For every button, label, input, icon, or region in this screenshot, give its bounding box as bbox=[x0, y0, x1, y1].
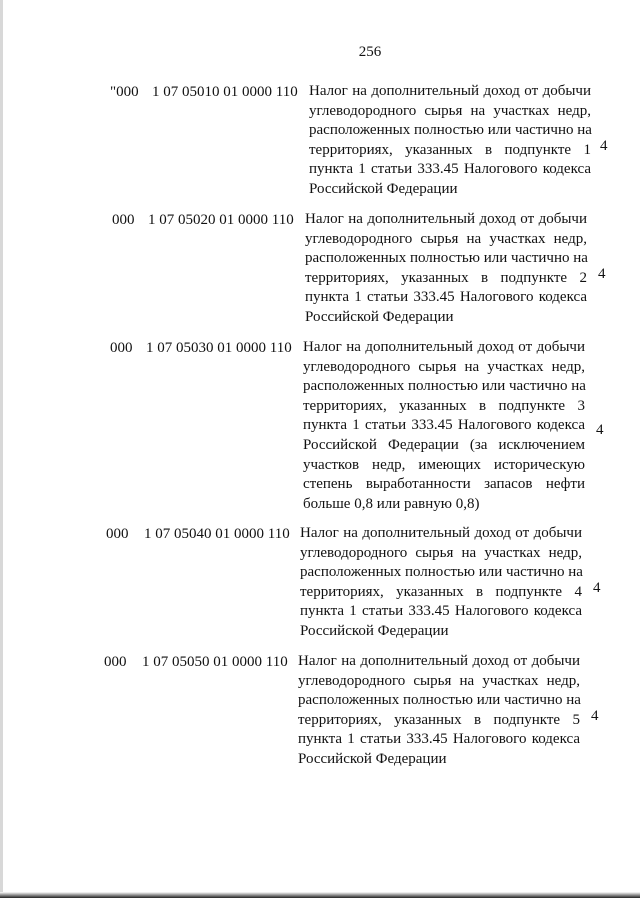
income-name-line: территориях, указанных в подпункте 4 bbox=[300, 583, 582, 600]
admin-code: 000 bbox=[110, 340, 133, 356]
income-name-line: Российской Федерации (за исключением bbox=[303, 436, 585, 453]
budget-classification-code: 1 07 05040 01 0000 110 bbox=[144, 526, 290, 542]
income-name-line: расположенных полностью или частично на bbox=[303, 378, 586, 395]
budget-classification-code: 1 07 05050 01 0000 110 bbox=[142, 654, 288, 670]
budget-classification-code: 1 07 05030 01 0000 110 bbox=[146, 340, 292, 356]
income-name bbox=[309, 82, 591, 200]
income-name-line: Российской Федерации bbox=[305, 308, 454, 325]
income-name-line: Российской Федерации bbox=[300, 622, 449, 639]
admin-code: 000 bbox=[112, 212, 135, 228]
income-name-line: участков недр, имеющих историческую bbox=[303, 456, 585, 473]
income-name bbox=[303, 338, 585, 514]
income-name bbox=[298, 652, 580, 770]
income-name-line: пункта 1 статьи 333.45 Налогового кодекса bbox=[309, 161, 591, 178]
distribution-norm: 4 bbox=[596, 422, 604, 438]
income-name-line: степень выработанности запасов нефти bbox=[303, 476, 585, 493]
income-name-line: территориях, указанных в подпункте 2 bbox=[305, 269, 587, 286]
scan-edge-left bbox=[0, 0, 3, 898]
income-name-line: углеводородного сырья на участках недр, bbox=[305, 230, 587, 247]
income-name-line: Налог на дополнительный доход от добычи bbox=[300, 525, 582, 541]
admin-code: "000 bbox=[110, 84, 139, 100]
income-name-line: расположенных полностью или частично на bbox=[298, 692, 581, 709]
income-name-line: территориях, указанных в подпункте 5 bbox=[298, 711, 580, 728]
income-name-line: Налог на дополнительный доход от добычи bbox=[303, 339, 585, 355]
income-name-line: расположенных полностью или частично на bbox=[305, 250, 588, 267]
income-name bbox=[305, 210, 587, 328]
admin-code: 000 bbox=[106, 526, 129, 542]
income-name-line: Налог на дополнительный доход от добычи bbox=[309, 83, 591, 99]
income-name-line: Российской Федерации bbox=[309, 180, 458, 197]
income-name-line: Налог на дополнительный доход от добычи bbox=[298, 653, 580, 669]
income-name-line: расположенных полностью или частично на bbox=[300, 564, 583, 581]
income-name-line: территориях, указанных в подпункте 3 bbox=[303, 397, 585, 414]
income-name-line: Российской Федерации bbox=[298, 750, 447, 767]
income-name-line: углеводородного сырья на участках недр, bbox=[298, 672, 580, 689]
income-name bbox=[300, 524, 582, 642]
income-name-line: Налог на дополнительный доход от добычи bbox=[305, 211, 587, 227]
budget-classification-code: 1 07 05020 01 0000 110 bbox=[148, 212, 294, 228]
distribution-norm: 4 bbox=[591, 708, 599, 724]
income-name-line: больше 0,8 или равную 0,8) bbox=[303, 495, 480, 512]
income-name-line: расположенных полностью или частично на bbox=[309, 122, 592, 139]
income-name-line: пункта 1 статьи 333.45 Налогового кодекса bbox=[298, 731, 580, 748]
admin-code: 000 bbox=[104, 654, 127, 670]
income-name-line: пункта 1 статьи 333.45 Налогового кодекса bbox=[300, 603, 582, 620]
income-name-line: углеводородного сырья на участках недр, bbox=[303, 358, 585, 375]
distribution-norm: 4 bbox=[598, 266, 606, 282]
income-name-line: пункта 1 статьи 333.45 Налогового кодекса bbox=[305, 289, 587, 306]
income-name-line: углеводородного сырья на участках недр, bbox=[309, 102, 591, 119]
income-name-line: пункта 1 статьи 333.45 Налогового кодекса bbox=[303, 417, 585, 434]
budget-classification-code: 1 07 05010 01 0000 110 bbox=[152, 84, 298, 100]
income-name-line: углеводородного сырья на участках недр, bbox=[300, 544, 582, 561]
page-number: 256 bbox=[358, 44, 382, 60]
distribution-norm: 4 bbox=[593, 580, 601, 596]
scan-edge-bottom bbox=[0, 892, 640, 898]
distribution-norm: 4 bbox=[600, 138, 608, 154]
income-name-line: территориях, указанных в подпункте 1 bbox=[309, 141, 591, 158]
